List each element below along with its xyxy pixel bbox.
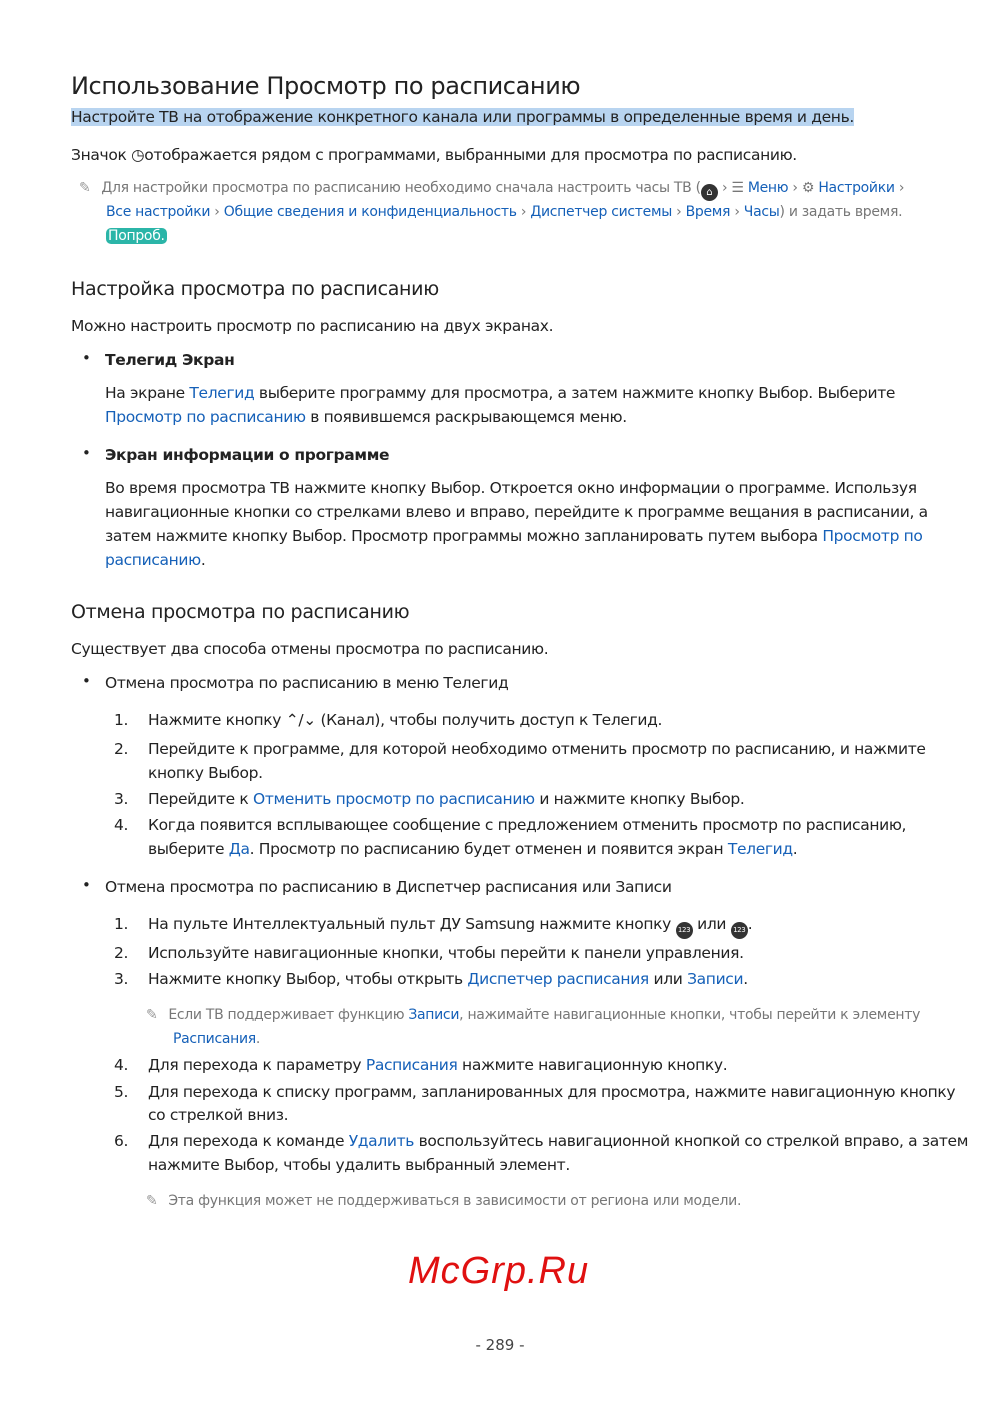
subtitle: Настройте ТВ на отображение конкретного канала или программы в определенные время и день.: [71, 108, 854, 126]
step-2: 2. Используйте навигационные кнопки, чтобы перейти к панели управления.: [114, 944, 744, 962]
bullet-icon: •: [82, 444, 91, 462]
number-button-icon: 123: [731, 922, 748, 939]
step-4: 4. Для перехода к параметру Расписания нажмите навигационную кнопку.: [114, 1056, 728, 1074]
home-icon: ⌂: [701, 184, 718, 201]
step-4-cont: выберите Да. Просмотр по расписанию будет отменен и появится экран Телегид.: [148, 840, 798, 858]
section-heading-setup: Настройка просмотра по расписанию: [71, 278, 439, 300]
link-schedules[interactable]: Расписания: [365, 1056, 458, 1074]
link-schedule-viewing[interactable]: Просмотр по расписанию: [105, 408, 306, 426]
paragraph-line: расписанию.: [105, 551, 206, 569]
link-yes[interactable]: Да: [228, 840, 250, 858]
clock-icon: ◷: [131, 146, 145, 164]
bullet-title: Отмена просмотра по расписанию в меню Телегид: [105, 674, 509, 692]
link-schedules[interactable]: Расписания: [173, 1031, 256, 1047]
link-guide[interactable]: Телегид: [189, 384, 255, 402]
step-6: 6. Для перехода к команде Удалить воспользуйтесь навигационной кнопкой со стрелкой вправо, а затем: [114, 1132, 969, 1150]
pencil-icon: ✎: [79, 180, 91, 196]
channel-up-down-icon: ⌃/⌄: [285, 711, 316, 729]
step-1: 1. Нажмите кнопку ⌃/⌄ (Канал), чтобы получить доступ к Телегид.: [114, 711, 663, 729]
bullet-title: Экран информации о программе: [105, 446, 390, 464]
bullet-title: Отмена просмотра по расписанию в Диспетчер расписания или Записи: [105, 878, 672, 896]
step-3: 3. Перейдите к Отменить просмотр по расписанию и нажмите кнопку Выбор.: [114, 790, 745, 808]
step-4: 4. Когда появится всплывающее сообщение с предложением отменить просмотр по расписанию,: [114, 816, 907, 834]
paragraph-line: Во время просмотра ТВ нажмите кнопку Выбор. Откроется окно информации о программе. Используя: [105, 479, 917, 497]
menu-icon: ☰: [731, 180, 744, 196]
link-time[interactable]: Время: [685, 204, 731, 220]
page-number: - 289 -: [475, 1336, 525, 1354]
link-recordings[interactable]: Записи: [687, 970, 744, 988]
gear-icon: ⚙: [801, 180, 815, 196]
try-button[interactable]: Попроб.: [108, 228, 165, 244]
pencil-icon: ✎: [146, 1007, 158, 1023]
link-system-manager[interactable]: Диспетчер системы: [530, 204, 672, 220]
section-intro: Существует два способа отмены просмотра по расписанию.: [71, 640, 549, 658]
link-schedule-viewing-cont[interactable]: расписанию: [105, 551, 201, 569]
paragraph-line: На экране Телегид выберите программу для просмотра, а затем нажмите кнопку Выбор. Выберите: [105, 384, 896, 402]
link-general[interactable]: Общие сведения и конфиденциальность: [223, 204, 517, 220]
bullet-icon: •: [82, 876, 91, 894]
link-cancel-schedule[interactable]: Отменить просмотр по расписанию: [253, 790, 535, 808]
paragraph-line: навигационные кнопки со стрелками влево и вправо, перейдите к программе вещания в расписании, а: [105, 503, 928, 521]
link-guide[interactable]: Телегид: [727, 840, 793, 858]
note-clock-path: Все настройки › Общие сведения и конфиденциальность › Диспетчер системы › Время › Часы) и задать время.: [106, 204, 903, 220]
watermark: McGrp.Ru: [408, 1250, 590, 1292]
intro-line: Значок ◷отображается рядом с программами, выбранными для просмотра по расписанию.: [71, 146, 797, 164]
section-heading-cancel: Отмена просмотра по расписанию: [71, 601, 410, 623]
link-recordings[interactable]: Записи: [408, 1007, 460, 1023]
step-3: 3. Нажмите кнопку Выбор, чтобы открыть Диспетчер расписания или Записи.: [114, 970, 748, 988]
link-schedule-viewing[interactable]: Просмотр по: [822, 527, 923, 545]
page-title: Использование Просмотр по расписанию: [71, 72, 581, 100]
link-schedule-manager[interactable]: Диспетчер расписания: [467, 970, 649, 988]
step-1: 1. На пульте Интеллектуальный пульт ДУ Samsung нажмите кнопку 123 или 123 .: [114, 913, 752, 939]
note-recordings-cont: Расписания.: [173, 1031, 261, 1047]
note-clock: ✎ Для настройки просмотра по расписанию необходимо сначала настроить часы ТВ ( ⌂ › ☰ Меню › ⚙ Настройки ›: [79, 177, 904, 201]
note-region: ✎ Эта функция может не поддерживаться в зависимости от региона или модели.: [146, 1190, 741, 1212]
paragraph-line: Просмотр по расписанию в появившемся раскрывающемся меню.: [105, 408, 627, 426]
bullet-title: Телегид Экран: [105, 351, 235, 369]
link-settings[interactable]: Настройки: [818, 180, 895, 196]
section-intro: Можно настроить просмотр по расписанию на двух экранах.: [71, 317, 554, 335]
link-clock[interactable]: Часы: [743, 204, 780, 220]
link-all-settings[interactable]: Все настройки: [106, 204, 211, 220]
paragraph-line: затем нажмите кнопку Выбор. Просмотр программы можно запланировать путем выбора Просмотр по: [105, 527, 923, 545]
pencil-icon: ✎: [146, 1193, 158, 1209]
link-delete[interactable]: Удалить: [348, 1132, 415, 1150]
step-5: 5. Для перехода к списку программ, запланированных для просмотра, нажмите навигационную кнопку: [114, 1083, 956, 1101]
link-menu[interactable]: Меню: [747, 180, 789, 196]
note-recordings: ✎ Если ТВ поддерживает функцию Записи, нажимайте навигационные кнопки, чтобы перейти к элементу: [146, 1004, 920, 1026]
step-6-cont: нажмите Выбор, чтобы удалить выбранный элемент.: [148, 1156, 570, 1174]
number-button-color-icon: 123: [676, 922, 693, 939]
bullet-icon: •: [82, 349, 91, 367]
bullet-icon: •: [82, 672, 91, 690]
step-2: 2. Перейдите к программе, для которой необходимо отменить просмотр по расписанию, и нажмите: [114, 740, 926, 758]
step-2-cont: кнопку Выбор.: [148, 764, 263, 782]
step-5-cont: со стрелкой вниз.: [148, 1106, 289, 1124]
